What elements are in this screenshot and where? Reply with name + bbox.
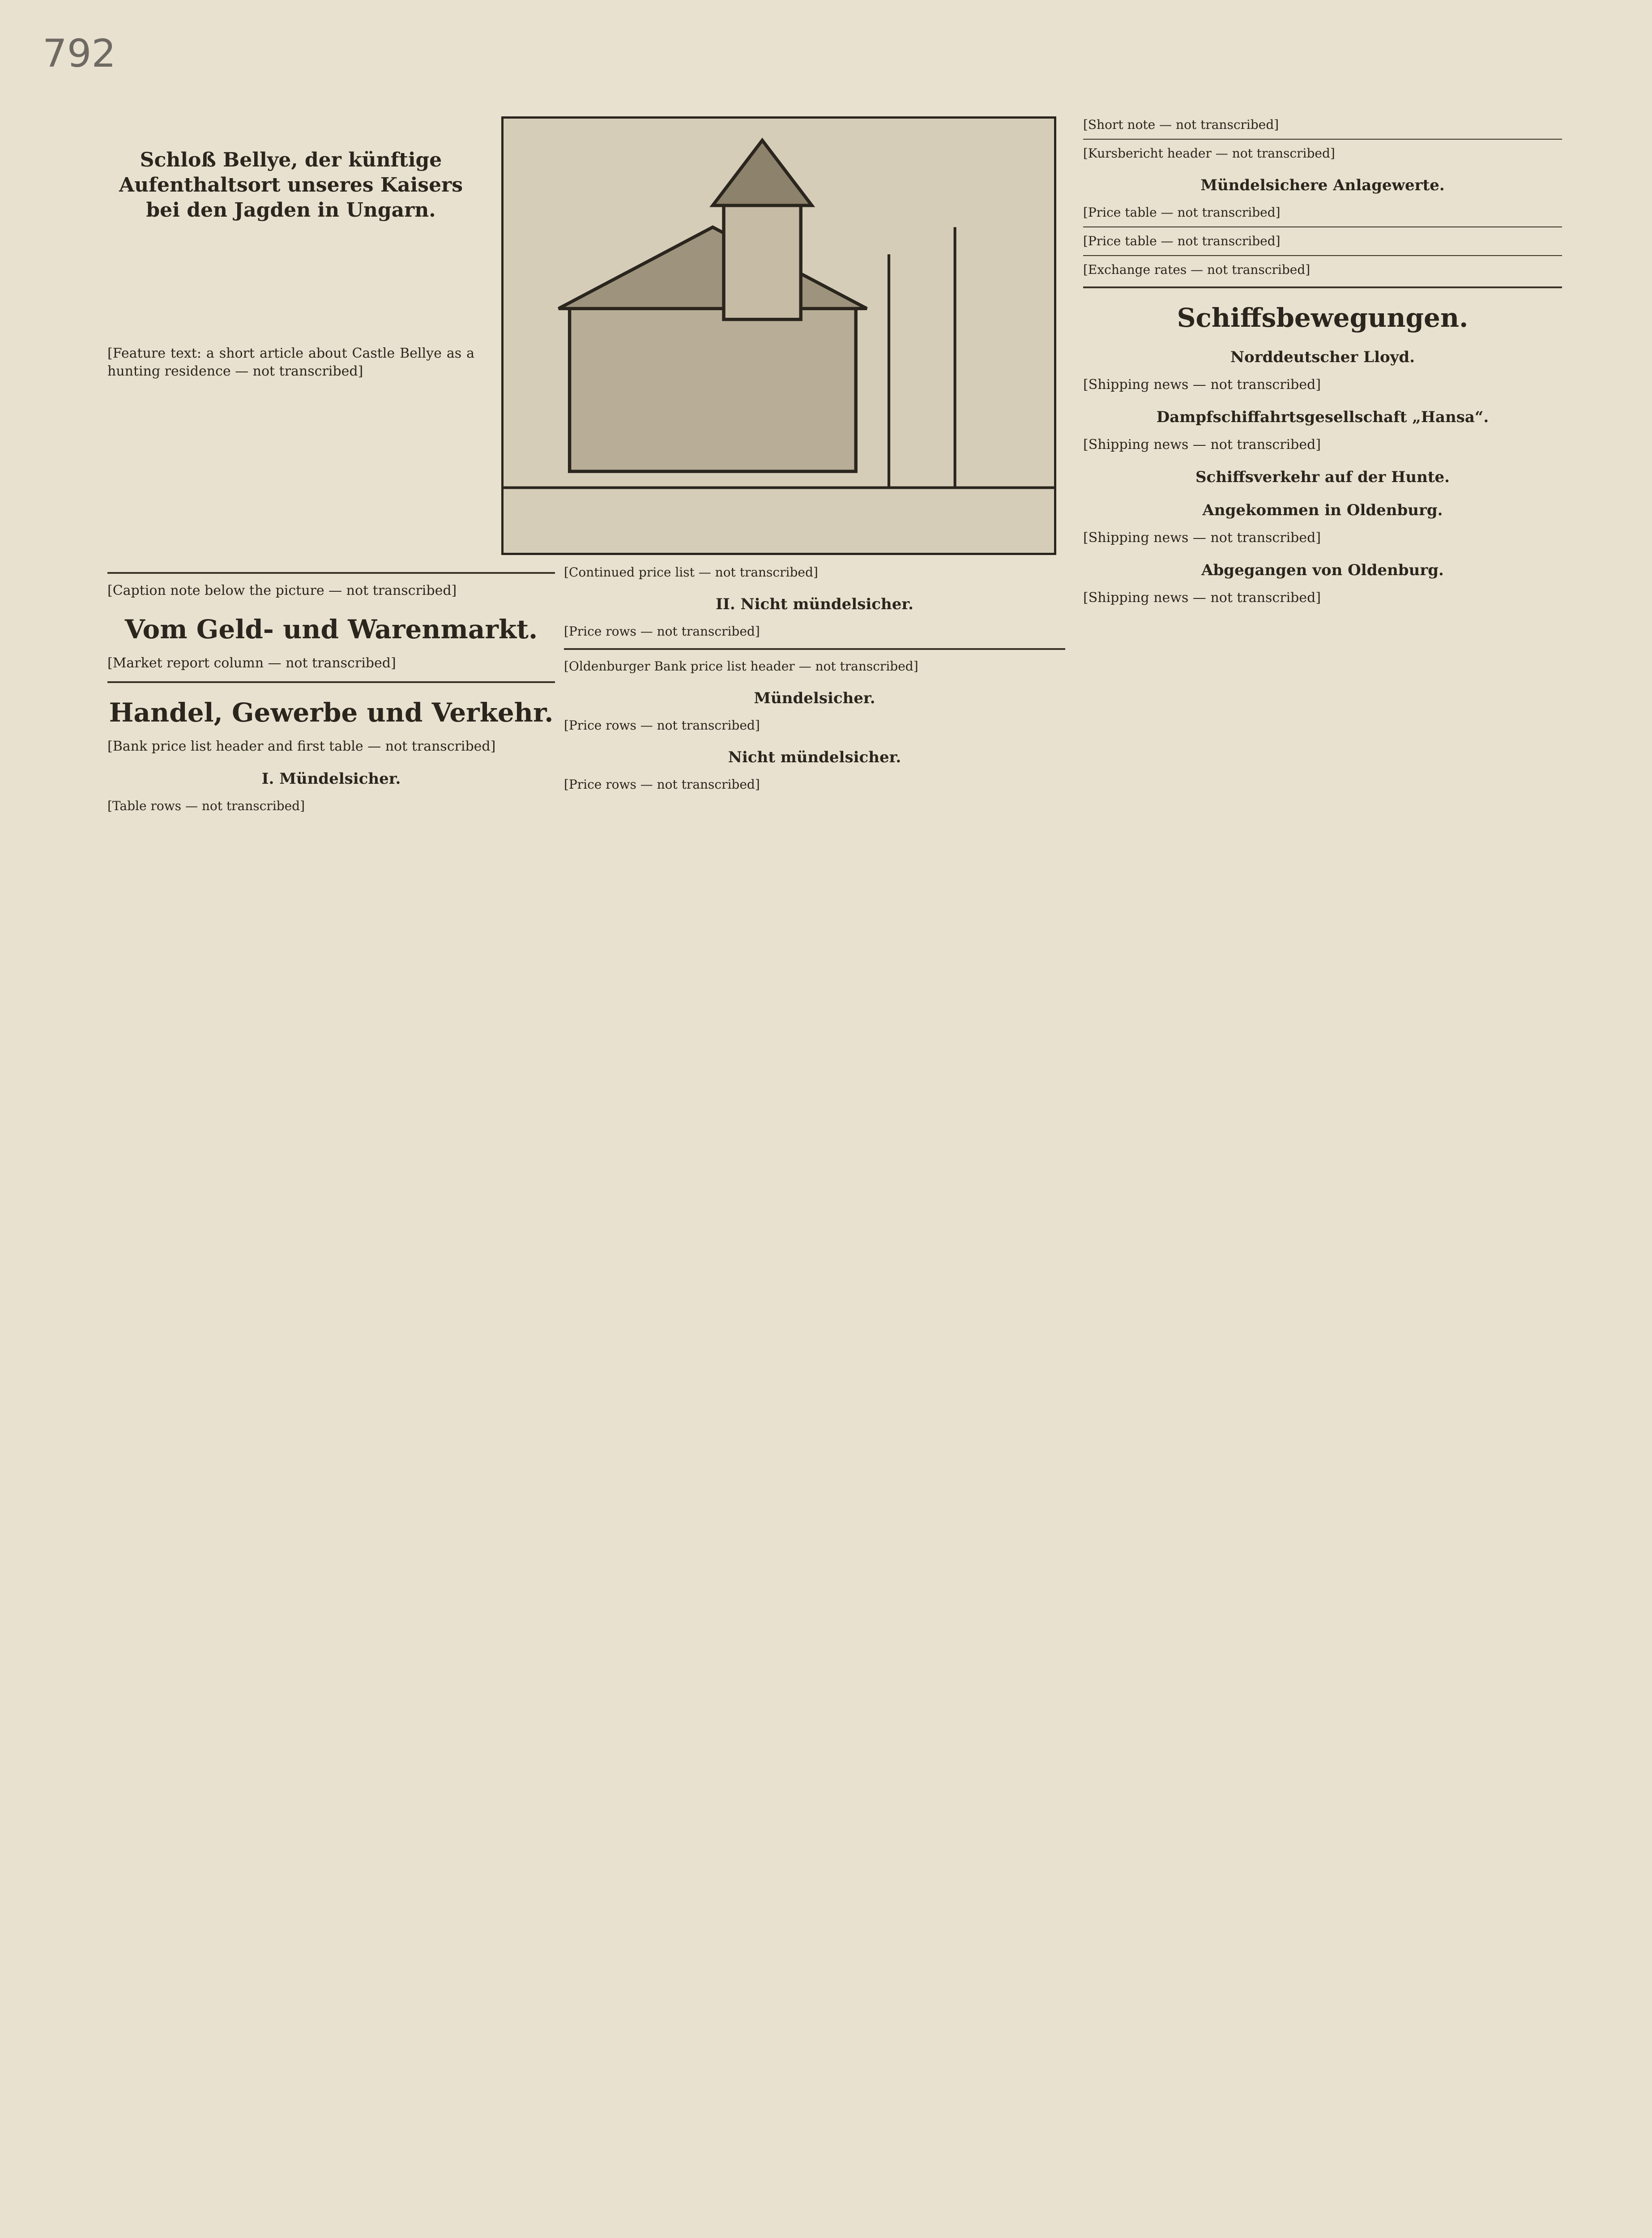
middle-block1: [Continued price list — not transcribed]: [564, 565, 818, 580]
table-heading: I. Mündelsicher.: [261, 770, 401, 788]
divider: [1083, 255, 1562, 256]
ships-sub2: Dampfschiffahrtsgesellschaft „Hansa“.: [1156, 408, 1489, 426]
middle-subheading2: Mündelsicher.: [754, 689, 875, 707]
right-side-label: Mündelsichere Anlagewerte.: [1200, 176, 1445, 194]
castle-illustration: [501, 116, 1056, 555]
middle-block3: [Price rows — not transcribed]: [564, 718, 760, 733]
ships-sub1: Norddeutscher Lloyd.: [1230, 348, 1415, 366]
ships-text3: [Shipping news — not transcribed]: [1083, 530, 1321, 546]
right-block3: [Exchange rates — not transcribed]: [1083, 262, 1311, 277]
feature-block: [107, 116, 555, 564]
divider: [564, 648, 1065, 650]
right-block1: [Price table — not transcribed]: [1083, 205, 1281, 220]
section1-text: [Market report column — not transcribed]: [107, 655, 396, 671]
middle-subheading1: II. Nicht mündelsicher.: [716, 595, 914, 613]
page-number: 792: [43, 31, 116, 76]
caption-note: [Caption note below the picture — not transcribed]: [107, 583, 457, 598]
right-column: [1083, 116, 1562, 616]
divider: [1083, 139, 1562, 140]
divider: [107, 572, 555, 574]
left-column: [107, 116, 555, 815]
divider: [1083, 226, 1562, 227]
section2-text: [Bank price list header and first table — not transcribed]: [107, 739, 496, 754]
right-bank-header: [Kursbericht header — not transcribed]: [1083, 146, 1335, 161]
feature-title: Schloß Bellye, der künftige Aufenthaltsort unseres Kaisers bei den Jagden in Ungarn.: [119, 149, 463, 222]
section2-title: Handel, Gewerbe und Verkehr.: [109, 697, 554, 728]
castle-drawing: [504, 119, 1054, 553]
middle-block4: [Price rows — not transcribed]: [564, 777, 760, 792]
section1-title: Vom Geld- und Warenmarkt.: [124, 614, 538, 645]
divider: [107, 681, 555, 683]
middle-block2: [Price rows — not transcribed]: [564, 624, 760, 639]
ships-text2: [Shipping news — not transcribed]: [1083, 437, 1321, 453]
ships-title: Schiffsbewegungen.: [1177, 303, 1468, 333]
ships-sub5: Abgegangen von Oldenburg.: [1201, 561, 1444, 579]
middle-subheading3: Nicht mündelsicher.: [728, 748, 901, 766]
feature-text: [Feature text: a short article about Castle Bellye as a hunting residence — not transcribed]: [107, 346, 474, 379]
ships-text4: [Shipping news — not transcribed]: [1083, 590, 1321, 606]
right-top-note: [Short note — not transcribed]: [1083, 117, 1279, 132]
middle-bank-header: [Oldenburger Bank price list header — not transcribed]: [564, 659, 918, 674]
ships-text1: [Shipping news — not transcribed]: [1083, 377, 1321, 393]
divider: [1083, 286, 1562, 288]
table-text: [Table rows — not transcribed]: [107, 799, 305, 813]
ships-sub4: Angekommen in Oldenburg.: [1202, 501, 1443, 519]
right-block2: [Price table — not transcribed]: [1083, 234, 1281, 248]
middle-column: [564, 564, 1065, 793]
ships-sub3: Schiffsverkehr auf der Hunte.: [1195, 468, 1450, 486]
